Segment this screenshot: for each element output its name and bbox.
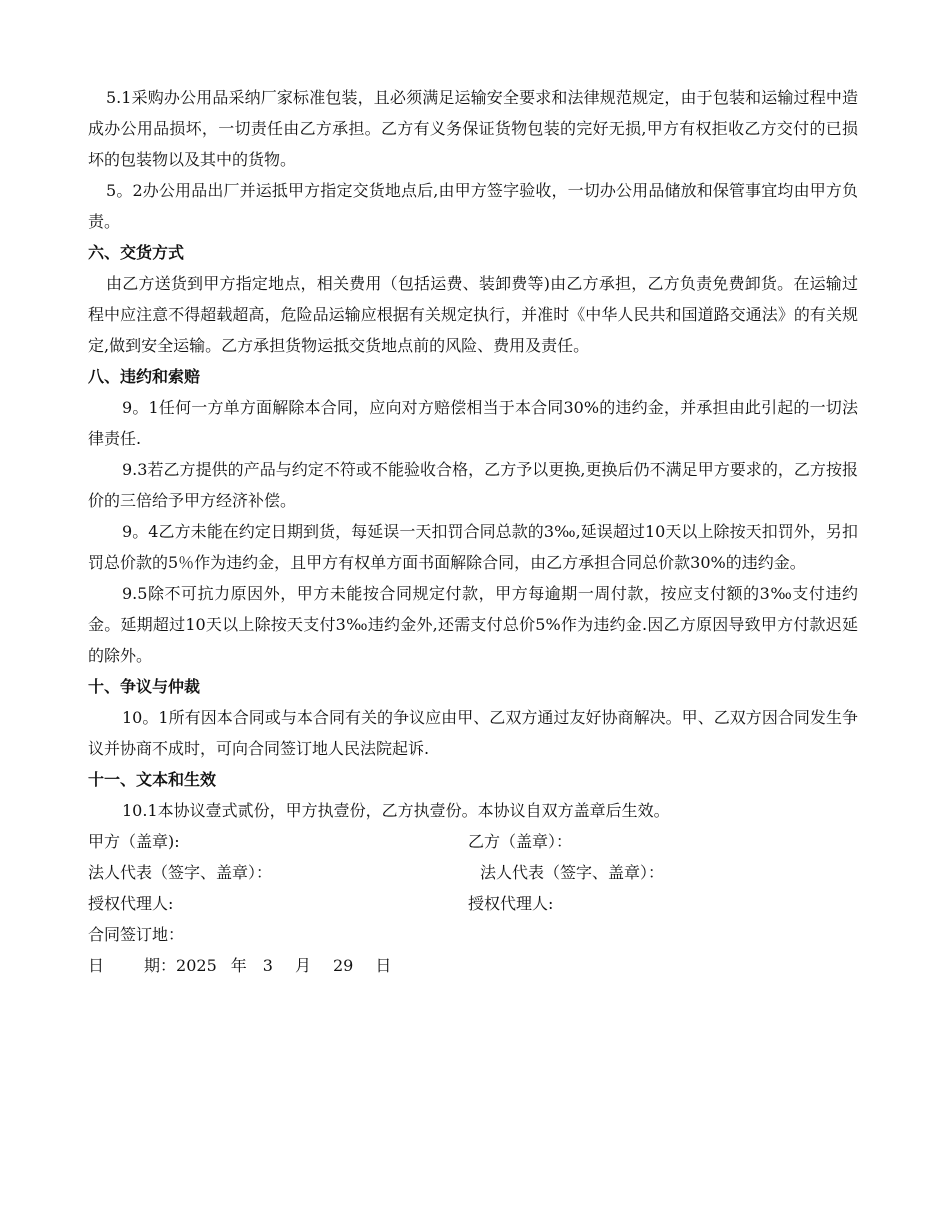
date-year: 2025 <box>176 956 217 975</box>
clause-11-1: 10.1本协议壹式贰份，甲方执壹份，乙方执壹份。本协议自双方盖章后生效。 <box>122 801 670 820</box>
signing-place: 合同签订地： <box>88 925 185 944</box>
clause-6: 由乙方送货到甲方指定地点，相关费用（包括运费、装卸费等)由乙方承担，乙方负责免费卸货。在运输过程中应注意不得超载超高，危险品运输应根据有关规定执行，并准时《中华人民共和国道路交通法》的有关规定,做到安全运输。乙方承担货物运抵交货地点前的风险、费用及责任。 <box>88 274 858 355</box>
signature-row-agent <box>88 888 858 919</box>
party-a-seal: 甲方（盖章): <box>88 832 180 851</box>
heading-breach-claims: 八、违约和索赔 <box>88 367 201 386</box>
date-month: 3 <box>262 956 273 975</box>
date-day-unit: 日 <box>375 956 392 975</box>
date-row <box>88 950 858 981</box>
signature-row-seal <box>88 826 858 857</box>
legal-rep-a: 法人代表（签字、盖章）： <box>88 863 273 882</box>
signature-row-legal-rep <box>88 857 858 888</box>
clause-9-1: 9。1任何一方单方面解除本合同，应向对方赔偿相当于本合同30%的违约金，并承担由此引起的一切法律责任. <box>88 398 858 448</box>
clause-5-2: 5。2办公用品出厂并运抵甲方指定交货地点后,由甲方签字验收，一切办公用品储放和保管事宜均由甲方负责。 <box>88 181 858 231</box>
agent-b: 授权代理人: <box>468 894 554 913</box>
date-month-unit: 月 <box>294 956 311 975</box>
contract-page <box>88 82 858 981</box>
date-year-unit: 年 <box>230 956 247 975</box>
date-day: 29 <box>332 956 354 975</box>
signing-place-row <box>88 919 858 950</box>
heading-dispute-arbitration: 十、争议与仲裁 <box>88 677 201 696</box>
date-label-period: 期： <box>144 956 177 975</box>
heading-delivery-method: 六、交货方式 <box>88 243 185 262</box>
clause-10-1: 10。1所有因本合同或与本合同有关的争议应由甲、乙双方通过友好协商解决。甲、乙双方因合同发生争议并协商不成时，可向合同签订地人民法院起诉. <box>88 708 858 758</box>
clause-5-1: 5.1采购办公用品采纳厂家标准包装，且必须满足运输安全要求和法律规范规定，由于包装和运输过程中造成办公用品损坏，一切责任由乙方承担。乙方有义务保证货物包装的完好无损,甲方有权拒收乙方交付的已损坏的包装物以及其中的货物。 <box>88 88 858 169</box>
legal-rep-b: 法人代表（签字、盖章）： <box>480 863 665 882</box>
date-label-day-char: 日 <box>88 956 105 975</box>
party-b-seal: 乙方（盖章）： <box>468 832 573 851</box>
clause-9-3: 9.3若乙方提供的产品与约定不符或不能验收合格，乙方予以更换,更换后仍不满足甲方要求的，乙方按报价的三倍给予甲方经济补偿。 <box>88 460 858 510</box>
clause-9-4: 9。4乙方未能在约定日期到货，每延误一天扣罚合同总款的3‰,延误超过10天以上除按天扣罚外，另扣罚总价款的5％作为违约金，且甲方有权单方面书面解除合同，由乙方承担合同总价款30%的违约金。 <box>88 522 858 572</box>
agent-a: 授权代理人: <box>88 894 174 913</box>
clause-9-5: 9.5除不可抗力原因外，甲方未能按合同规定付款，甲方每逾期一周付款，按应支付额的3‰支付违约金。延期超过10天以上除按天支付3‰违约金外,还需支付总价5%作为违约金.因乙方原因导致甲方付款迟延的除外。 <box>88 584 858 665</box>
heading-text-effect: 十一、文本和生效 <box>88 770 217 789</box>
